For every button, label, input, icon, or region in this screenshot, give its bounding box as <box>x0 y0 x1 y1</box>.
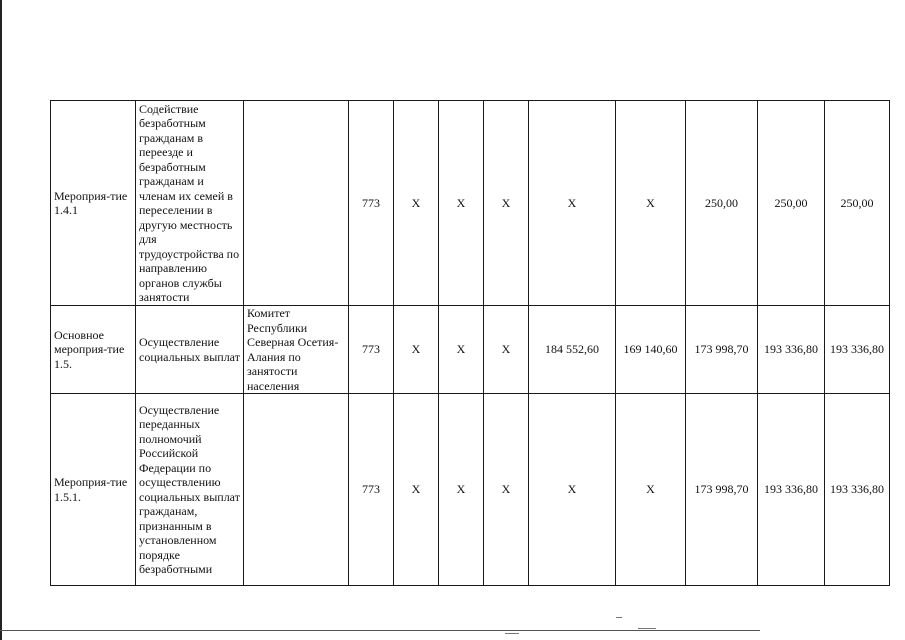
scan-speck <box>638 628 656 629</box>
row-executor-cell <box>244 394 349 586</box>
row-col5-cell: 169 140,60 <box>616 306 686 394</box>
row-executor-cell: Комитет Республики Северная Осетия-Алания по занятости населения <box>244 306 349 394</box>
scan-speck <box>616 617 622 618</box>
row-col4-cell: 184 552,60 <box>529 306 616 394</box>
scan-speck <box>505 633 519 634</box>
row-col2-cell: X <box>439 394 484 586</box>
row-name-cell: Осуществление социальных выплат <box>136 306 244 394</box>
row-col4-cell: X <box>529 394 616 586</box>
row-executor-cell <box>244 101 349 306</box>
row-col8-cell: 193 336,80 <box>825 394 890 586</box>
row-col5-cell: X <box>616 101 686 306</box>
row-col5-cell: X <box>616 394 686 586</box>
row-col2-cell: X <box>439 306 484 394</box>
row-code-cell: Мероприя-тие 1.4.1 <box>51 101 136 306</box>
table-row <box>51 394 890 586</box>
row-grbs-cell: 773 <box>349 101 394 306</box>
row-name-cell: Осуществление переданных полномочий Российской Федерации по осуществлению социальных выплат гражданам, признанным в установленном порядке безработными <box>136 394 244 586</box>
row-col7-cell: 193 336,80 <box>758 394 825 586</box>
row-col6-cell: 250,00 <box>686 101 758 306</box>
row-col1-cell: X <box>394 101 439 306</box>
row-name-cell: Содействие безработным гражданам в переезде и безработным гражданам и членам их семей в переселении в другую местность для трудоустройства по направлению органов службы занятости <box>136 101 244 306</box>
row-col6-cell: 173 998,70 <box>686 394 758 586</box>
row-col6-cell: 173 998,70 <box>686 306 758 394</box>
row-col8-cell: 250,00 <box>825 101 890 306</box>
row-col4-cell: X <box>529 101 616 306</box>
row-col7-cell: 193 336,80 <box>758 306 825 394</box>
table-row <box>51 306 890 394</box>
table-row <box>51 101 890 306</box>
row-code-cell: Основное мероприя-тие 1.5. <box>51 306 136 394</box>
row-grbs-cell: 773 <box>349 306 394 394</box>
row-col2-cell: X <box>439 101 484 306</box>
bottom-rule <box>0 630 760 631</box>
budget-table <box>50 100 890 586</box>
row-col1-cell: X <box>394 306 439 394</box>
row-col8-cell: 193 336,80 <box>825 306 890 394</box>
row-col3-cell: X <box>484 306 529 394</box>
page-left-edge <box>0 0 2 640</box>
row-grbs-cell: 773 <box>349 394 394 586</box>
row-col3-cell: X <box>484 394 529 586</box>
row-col1-cell: X <box>394 394 439 586</box>
row-col3-cell: X <box>484 101 529 306</box>
row-col7-cell: 250,00 <box>758 101 825 306</box>
row-code-cell: Мероприя-тие 1.5.1. <box>51 394 136 586</box>
